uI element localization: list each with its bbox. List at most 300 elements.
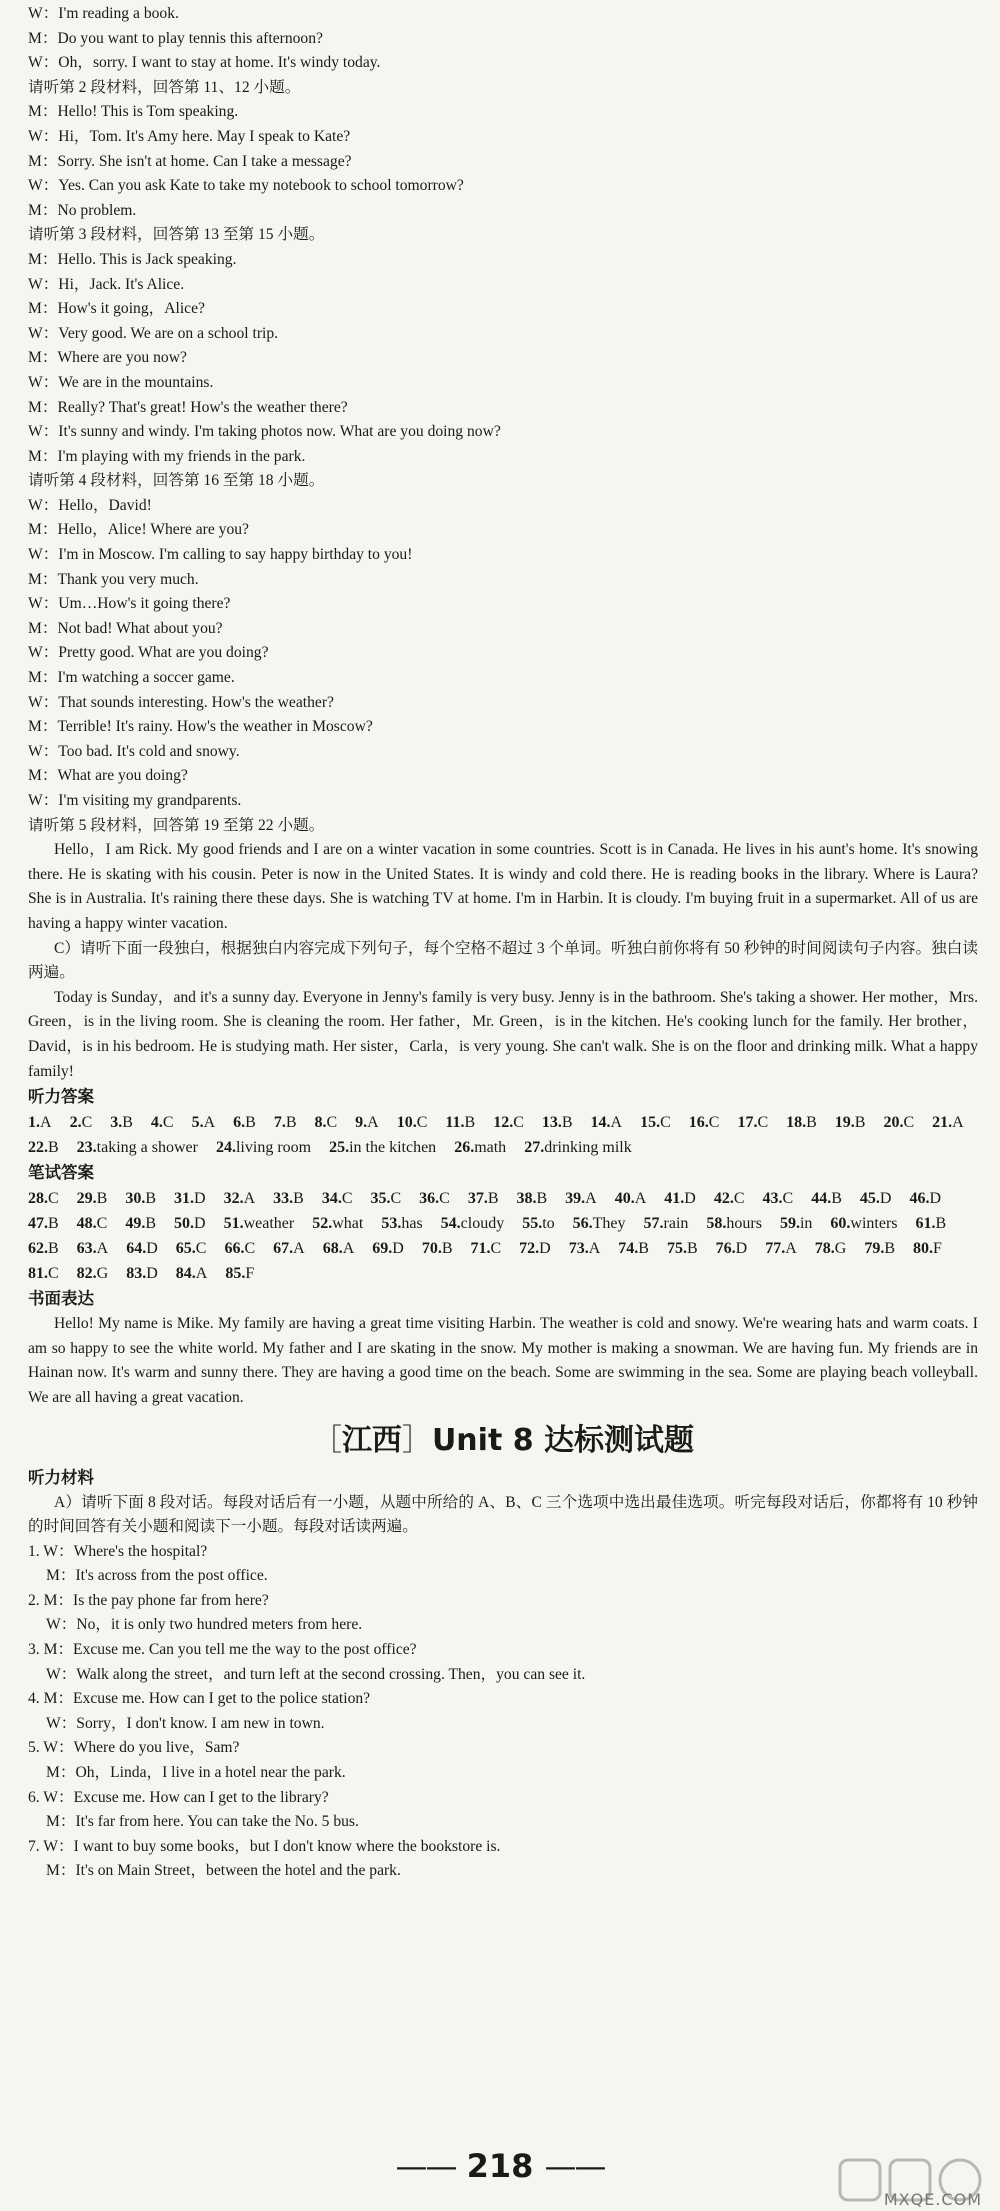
answer-item (273, 1186, 304, 1211)
answer-item (110, 1110, 133, 1135)
answer-item (224, 1211, 295, 1236)
transcript-line: W：Too bad. It's cold and snowy. (28, 742, 240, 760)
answer-item (519, 1236, 551, 1261)
answer-value: D (735, 1240, 748, 1258)
answer-number: 52. (312, 1215, 333, 1233)
dialogue-line: 2. M：Is the pay phone far from here? (28, 1591, 269, 1609)
section-a-instruction: A）请听下面 8 段对话。每段对话后有一小题，从题中所给的 A、B、C 三个选项中选出最佳选项。听完每段对话后，你都将有 10 秒钟的时间回答有关小题和阅读下一小题。每段对话读两遍。 (28, 1493, 978, 1536)
section-c-instruction: C）请听下面一段独白，根据独白内容完成下列句子，每个空格不超过 3 个单词。听独白前你将有 50 秒钟的时间阅读句子内容。独白读两遍。 (28, 939, 978, 982)
answer-item (780, 1211, 812, 1236)
listening-answers-heading: 听力答案 (28, 1087, 94, 1107)
answer-number: 38. (516, 1190, 537, 1208)
transcript-line: W：I'm in Moscow. I'm calling to say happy birthday to you! (28, 546, 413, 564)
dialogue-line: 1. W：Where's the hospital? (28, 1542, 208, 1560)
transcript-line: W：Pretty good. What are you doing? (28, 644, 269, 662)
answer-value: hours (726, 1215, 762, 1233)
answer-item (176, 1236, 207, 1261)
answer-value: math (474, 1139, 507, 1157)
answer-value: B (145, 1190, 157, 1208)
answer-item (419, 1186, 450, 1211)
answer-value: B (561, 1114, 573, 1132)
answer-item (909, 1186, 941, 1211)
answer-number: 40. (614, 1190, 635, 1208)
answer-value: B (96, 1190, 108, 1208)
transcript-line: W：I'm reading a book. (28, 5, 179, 22)
answer-value: D (392, 1240, 404, 1258)
answer-item (932, 1110, 964, 1135)
dialogue-line: W：No，it is only two hundred meters from here. (46, 1616, 363, 1634)
answer-value: C (733, 1190, 745, 1208)
answer-value: D (194, 1215, 206, 1233)
answer-value: D (929, 1190, 941, 1208)
answer-number: 80. (913, 1240, 933, 1258)
answer-item (125, 1186, 156, 1211)
answer-number: 47. (28, 1215, 48, 1233)
answer-number: 74. (618, 1240, 639, 1258)
answer-item (77, 1135, 198, 1160)
dialogue-line: M：It's across from the post office. (46, 1567, 268, 1585)
answer-number: 81. (28, 1265, 48, 1283)
answer-item (916, 1211, 947, 1236)
answer-item (830, 1211, 897, 1236)
answer-value: taking a shower (96, 1139, 198, 1157)
transcript-line: W：Hello，David! (28, 496, 152, 514)
answer-item (28, 1211, 59, 1236)
answer-item (28, 1186, 59, 1211)
answer-value: A (588, 1240, 601, 1258)
answer-item (811, 1186, 842, 1211)
answer-item (151, 1110, 174, 1135)
answer-number: 35. (370, 1190, 391, 1208)
answer-number: 61. (915, 1215, 936, 1233)
answer-value: C (96, 1215, 108, 1233)
answer-number: 70. (421, 1240, 442, 1258)
answer-number: 72. (519, 1240, 540, 1258)
page-number-value: 218 (466, 2147, 534, 2185)
answer-value: A (585, 1190, 597, 1208)
answer-value: A (96, 1240, 109, 1258)
answer-value: C (439, 1190, 450, 1208)
answer-number: 43. (762, 1190, 783, 1208)
answer-value: C (513, 1114, 524, 1132)
unit-title: ［江西］Unit 8 达标测试题 (311, 1422, 695, 1458)
transcript-line: W：Um…How's it going there? (28, 595, 231, 613)
answer-item (441, 1211, 505, 1236)
answer-number: 84. (175, 1265, 196, 1283)
answer-value: C (390, 1190, 402, 1208)
answer-item (322, 1186, 353, 1211)
answer-number: 26. (454, 1139, 475, 1157)
answer-number: 32. (223, 1190, 244, 1208)
answer-number: 29. (76, 1190, 97, 1208)
answer-number: 24. (215, 1139, 236, 1157)
answer-number: 19. (834, 1114, 855, 1132)
transcript-line: W：Hi，Jack. It's Alice. (28, 275, 185, 293)
transcript-line: W：Oh，sorry. I want to stay at home. It's windy today. (28, 54, 381, 72)
answer-number: 27. (524, 1139, 545, 1157)
answer-item (224, 1186, 256, 1211)
transcript-line: M：Do you want to play tennis this afternoon? (28, 29, 323, 47)
answer-value: C (48, 1190, 59, 1208)
answer-value: rain (663, 1215, 689, 1233)
answer-item (591, 1110, 623, 1135)
page-number: —— 218 —— (395, 2147, 605, 2185)
answer-number: 33. (273, 1190, 294, 1208)
answer-number: 76. (715, 1240, 736, 1258)
answer-value: A (293, 1240, 305, 1258)
dialogue-line: 7. W：I want to buy some books，but I don't know where the bookstore is. (28, 1837, 501, 1855)
answer-value: B (245, 1114, 256, 1132)
answer-item (77, 1236, 109, 1261)
answer-item (468, 1186, 499, 1211)
answer-number: 54. (440, 1215, 461, 1233)
answer-value: B (854, 1114, 866, 1132)
answer-value: winters (850, 1215, 898, 1233)
answer-value: B (831, 1190, 842, 1208)
answer-number: 69. (372, 1240, 393, 1258)
answer-number: 30. (125, 1190, 146, 1208)
answer-value: C (195, 1240, 207, 1258)
answer-item (493, 1110, 524, 1135)
answer-item (454, 1135, 506, 1160)
answer-number: 15. (640, 1114, 661, 1132)
transcript-line: M：Not bad! What about you? (28, 619, 223, 637)
answer-item (714, 1186, 745, 1211)
answer-item (913, 1236, 942, 1261)
answer-number: 12. (493, 1114, 514, 1132)
answer-item (664, 1186, 696, 1211)
dialogue-line: 5. W：Where do you live，Sam? (28, 1739, 240, 1757)
answer-item (224, 1236, 255, 1261)
answer-value: A (634, 1190, 647, 1208)
answer-value: C (81, 1114, 93, 1132)
transcript-line: M：No problem. (28, 201, 137, 219)
answer-item (573, 1211, 626, 1236)
answer-value: C (416, 1114, 428, 1132)
answer-value: A (195, 1265, 208, 1283)
dialogue-line: 6. W：Excuse me. How can I get to the library? (28, 1788, 329, 1806)
unit-region: 江西 (341, 1422, 402, 1458)
answer-number: 59. (779, 1215, 800, 1233)
answer-number: 2. (69, 1114, 82, 1132)
answer-value: D (684, 1190, 696, 1208)
transcript-line: 请听第 3 段材料，回答第 13 至第 15 小题。 (28, 226, 325, 244)
listening-material-heading: 听力材料 (28, 1467, 94, 1487)
answer-number: 3. (110, 1114, 123, 1132)
answer-number: 83. (126, 1265, 147, 1283)
answer-number: 51. (223, 1215, 244, 1233)
answer-item (422, 1236, 453, 1261)
answer-item (370, 1186, 401, 1211)
transcript-line: M：Terrible! It's rainy. How's the weather in Moscow? (28, 718, 373, 736)
answer-number: 20. (883, 1114, 904, 1132)
answer-item (716, 1236, 748, 1261)
answer-number: 25. (329, 1139, 350, 1157)
answer-number: 14. (590, 1114, 611, 1132)
transcript-line: W：I'm visiting my grandparents. (28, 792, 242, 809)
answer-value: D (539, 1240, 551, 1258)
transcript-line: M：I'm playing with my friends in the park. (28, 447, 306, 465)
answer-item (786, 1110, 817, 1135)
answer-item (216, 1135, 311, 1160)
answer-number: 46. (909, 1190, 930, 1208)
answer-number: 56. (572, 1215, 593, 1233)
answer-item (372, 1236, 404, 1261)
answer-value: G (96, 1265, 109, 1283)
answer-value: C (757, 1114, 769, 1132)
answer-number: 8. (314, 1114, 327, 1132)
answer-item (176, 1261, 208, 1286)
answer-number: 31. (174, 1190, 195, 1208)
answer-number: 13. (541, 1114, 562, 1132)
answer-item (542, 1110, 573, 1135)
dialogue-line: W：Sorry，I don't know. I am new in town. (46, 1714, 325, 1732)
answer-item (314, 1110, 337, 1135)
written-answers-heading: 笔试答案 (28, 1163, 94, 1183)
answer-value: B (285, 1114, 297, 1132)
transcript-line: W：That sounds interesting. How's the weather? (28, 693, 334, 711)
answer-number: 11. (445, 1114, 465, 1132)
answer-number: 62. (28, 1240, 48, 1258)
answer-number: 22. (28, 1139, 48, 1157)
page (28, 0, 978, 2211)
writing-heading: 书面表达 (28, 1289, 94, 1309)
written-answers (28, 1186, 978, 1286)
answer-number: 55. (522, 1215, 543, 1233)
transcript-line: M：I'm watching a soccer game. (28, 669, 235, 687)
answer-number: 10. (396, 1114, 417, 1132)
answer-value: B (686, 1240, 698, 1258)
transcript-line: 请听第 4 段材料，回答第 16 至第 18 小题。 (28, 472, 325, 490)
answer-number: 4. (150, 1114, 163, 1132)
answer-item (28, 1110, 52, 1135)
answer-value: A (610, 1114, 623, 1132)
answer-item (126, 1236, 158, 1261)
answer-value: to (542, 1215, 555, 1233)
writing-sample: Hello! My name is Mike. My family are having a great time visiting Harbin. The weather is cold and snowy. We're wearing hats and warm coats. I am so happy to see the white world. My father and I are skating in the snow. My mother is making a snowman. We are having fun. My friends are in Hainan now. It's warm and sunny there. They are having a good time on the beach. Some are swimming in the sea. Some are playing beach volleyball. We are all having a great vacation. (28, 1315, 978, 1406)
answer-number: 36. (419, 1190, 440, 1208)
answer-item (77, 1186, 108, 1211)
answer-item (445, 1110, 475, 1135)
answer-number: 23. (76, 1139, 97, 1157)
dialogue-line: M：Oh，Linda，I live in a hotel near the park. (46, 1764, 346, 1782)
answer-item (640, 1110, 671, 1135)
answer-value: C (326, 1114, 338, 1132)
transcript-top (28, 2, 978, 1884)
answer-value: B (935, 1215, 947, 1233)
transcript-line: M：Hello. This is Jack speaking. (28, 250, 237, 268)
answer-number: 53. (381, 1215, 402, 1233)
answer-value: A (243, 1190, 256, 1208)
answer-item (883, 1110, 914, 1135)
transcript-line: M：Thank you very much. (28, 570, 199, 588)
answer-item (618, 1236, 649, 1261)
transcript-line: W：Hi，Tom. It's Amy here. May I speak to Kate? (28, 127, 351, 145)
answer-value: C (48, 1265, 59, 1283)
answer-item (125, 1211, 156, 1236)
answer-item (28, 1236, 59, 1261)
answer-value: They (592, 1215, 626, 1233)
dialogue-line: M：It's far from here. You can take the No. 5 bus. (46, 1813, 359, 1831)
answer-item (615, 1186, 647, 1211)
transcript-line: M：How's it going，Alice? (28, 300, 205, 318)
answer-item (192, 1110, 216, 1135)
answer-item (274, 1110, 297, 1135)
answer-number: 68. (322, 1240, 343, 1258)
answer-item (815, 1236, 847, 1261)
answer-number: 5. (191, 1114, 204, 1132)
answer-value: A (40, 1114, 52, 1132)
answer-item (706, 1211, 762, 1236)
answer-value: B (487, 1190, 499, 1208)
answer-value: drinking milk (544, 1139, 632, 1157)
transcript-line: M：Sorry. She isn't at home. Can I take a message? (28, 152, 352, 170)
answer-value: living room (235, 1139, 312, 1157)
answer-item (174, 1186, 206, 1211)
answer-item (273, 1236, 305, 1261)
answer-value: D (879, 1190, 892, 1208)
answer-value: weather (243, 1215, 295, 1233)
dialogue-line: W：Walk along the street，and turn left at the second crossing. Then，you can see it. (46, 1665, 586, 1683)
answer-value: A (342, 1240, 355, 1258)
answer-value: cloudy (460, 1215, 505, 1233)
answer-value: C (708, 1114, 720, 1132)
answer-item (763, 1186, 794, 1211)
answer-value: what (332, 1215, 364, 1233)
answer-number: 77. (765, 1240, 786, 1258)
answer-value: D (146, 1265, 158, 1283)
answer-number: 17. (737, 1114, 758, 1132)
answer-value: D (194, 1190, 206, 1208)
transcript-line: W：Very good. We are on a school trip. (28, 324, 279, 342)
watermark-url: MXQE.COM (883, 2190, 982, 2209)
dialogue-line: M：It's on Main Street，between the hotel and the park. (46, 1862, 401, 1880)
answer-item (381, 1211, 422, 1236)
answer-number: 18. (786, 1114, 807, 1132)
answer-number: 42. (713, 1190, 734, 1208)
answer-value: B (122, 1114, 133, 1132)
transcript-line: W：We are in the mountains. (28, 373, 214, 391)
answer-number: 34. (321, 1190, 342, 1208)
answer-item (835, 1110, 866, 1135)
answer-item (77, 1261, 109, 1286)
answer-item (860, 1186, 892, 1211)
answer-item (471, 1236, 502, 1261)
answer-item (569, 1236, 601, 1261)
answer-value: B (884, 1240, 895, 1258)
answer-value: B (806, 1114, 817, 1132)
answer-item (28, 1135, 59, 1160)
transcript-line: M：What are you doing? (28, 767, 188, 785)
answer-value: C (341, 1190, 353, 1208)
answer-item (517, 1186, 548, 1211)
answer-number: 48. (76, 1215, 97, 1233)
answer-number: 63. (76, 1240, 97, 1258)
answer-number: 58. (706, 1215, 727, 1233)
answer-value: C (782, 1190, 794, 1208)
answer-item (644, 1211, 689, 1236)
answer-value: in (799, 1215, 813, 1233)
dialogue-line: 3. M：Excuse me. Can you tell me the way to the post office? (28, 1641, 417, 1659)
answer-item (667, 1236, 698, 1261)
answer-number: 41. (664, 1190, 685, 1208)
answer-number: 6. (233, 1114, 246, 1132)
answer-number: 73. (568, 1240, 589, 1258)
answer-number: 44. (811, 1190, 832, 1208)
transcript-line: M：Where are you now? (28, 349, 187, 367)
answer-number: 60. (830, 1215, 851, 1233)
answer-value: A (952, 1114, 964, 1132)
answer-number: 37. (467, 1190, 488, 1208)
answer-value: C (162, 1114, 174, 1132)
answer-number: 9. (355, 1114, 368, 1132)
answer-number: 65. (175, 1240, 196, 1258)
answer-value: in the kitchen (349, 1139, 437, 1157)
answer-number: 75. (666, 1240, 687, 1258)
answer-item (355, 1110, 379, 1135)
listening-answers (28, 1110, 978, 1160)
answer-number: 67. (273, 1240, 294, 1258)
transcript-line: M：Hello! This is Tom speaking. (28, 103, 239, 121)
answer-item (126, 1261, 158, 1286)
answer-item (737, 1110, 768, 1135)
answer-number: 28. (28, 1190, 48, 1208)
answer-value: B (293, 1190, 304, 1208)
unit-name: Unit 8 达标测试题 (431, 1422, 695, 1458)
answer-number: 50. (174, 1215, 195, 1233)
answer-number: 79. (864, 1240, 885, 1258)
answer-value: C (903, 1114, 915, 1132)
answer-item (565, 1186, 597, 1211)
answer-number: 78. (814, 1240, 835, 1258)
answer-value: B (464, 1114, 476, 1132)
answer-value: C (490, 1240, 502, 1258)
answer-value: F (933, 1240, 942, 1258)
monologue-jenny: Today is Sunday，and it's a sunny day. Everyone in Jenny's family is very busy. Jenny is in the bathroom. She's taking a shower. Her mother，Mrs. Green，is in the living room. She is cleaning the room. Her father，Mr. Green，is in the kitchen. He's cooking lunch for the family. Her brother，David，is in his bedroom. He is studying math. Her sister，Carla，is very young. She can't walk. She is on the floor and drinking milk. What a happy family! (28, 988, 978, 1080)
answer-item (864, 1236, 895, 1261)
answer-value: D (146, 1240, 158, 1258)
answer-item (77, 1211, 108, 1236)
answer-value: C (660, 1114, 671, 1132)
answer-number: 45. (859, 1190, 880, 1208)
dialogues (28, 1540, 978, 1884)
answer-value: B (48, 1240, 59, 1258)
transcript-line: 请听第 5 段材料，回答第 19 至第 22 小题。 (28, 816, 325, 834)
answer-value: B (145, 1215, 157, 1233)
transcript-line: M：Hello，Alice! Where are you? (28, 521, 249, 539)
answer-number: 16. (688, 1114, 709, 1132)
answer-number: 7. (273, 1114, 286, 1132)
answer-value: A (785, 1240, 797, 1258)
answer-value: B (638, 1240, 649, 1258)
dialogue-line: 4. M：Excuse me. How can I get to the police station? (28, 1690, 371, 1708)
answer-value: F (245, 1265, 255, 1283)
answer-item (233, 1110, 256, 1135)
answer-number: 66. (224, 1240, 245, 1258)
answer-item (689, 1110, 720, 1135)
answer-item (765, 1236, 797, 1261)
answer-value: has (401, 1215, 423, 1233)
answer-item (329, 1135, 436, 1160)
answer-item (323, 1236, 355, 1261)
answer-value: B (48, 1215, 59, 1233)
answer-item (70, 1110, 93, 1135)
transcript-line: M：Really? That's great! How's the weather there? (28, 398, 348, 416)
answer-item (397, 1110, 428, 1135)
answer-value: A (367, 1114, 379, 1132)
answer-item (225, 1261, 254, 1286)
transcript-line: 请听第 2 段材料，回答第 11、12 小题。 (28, 78, 301, 96)
